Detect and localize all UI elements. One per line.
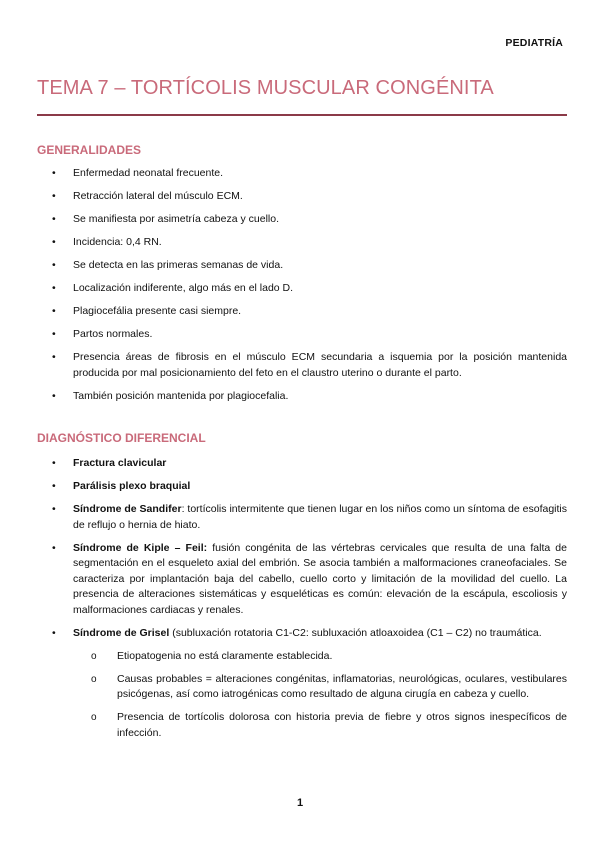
list-item: • Síndrome de Grisel (subluxación rotatoria C1-C2: subluxación atloaxoidea (C1 – C2) no traumática. o Etiopatogenia no está claramente establecida. o Causas probables = alteraciones congénitas, inflamatorias, neurológicas, oculares, vestibulares psicógenas, así como iatrogénicas como resultado de alguna cirugía en cabeza y cuello. o Presencia de tortícolis dolorosa con historia previa de fiebre y otros signos inespecíficos de infección. xyxy=(37,626,567,742)
list-item: • Síndrome de Kiple – Feil: fusión congénita de las vértebras cervicales que resulta de una falta de segmentación en el esqueleto axial del embrión. Se asocia también a malformaciones craneofaciales. Se caracteriza por implantación baja del cabello, cuello corto y limitación de la movilidad del cuello. La presencia de alteraciones sistemáticas y esqueléticas es común: elevación de la escápula, escoliosis y malformaciones cardiacas y renales. xyxy=(52,541,567,616)
bullet-icon: • xyxy=(52,236,56,248)
list-item: • Enfermedad neonatal frecuente. xyxy=(37,166,567,182)
title-divider xyxy=(37,114,567,116)
circle-bullet-icon: o xyxy=(91,650,97,662)
list-item: • Partos normales. xyxy=(37,327,567,343)
bullet-icon: • xyxy=(52,213,56,225)
bullet-icon: • xyxy=(52,259,56,271)
bullet-icon: • xyxy=(52,389,56,402)
list-item: o Causas probables = alteraciones congénitas, inflamatorias, neurológicas, oculares, vestibulares psicógenas, así como iatrogénicas como resultado de alguna cirugía en cabeza y cuello. xyxy=(91,672,567,700)
bullet-icon: • xyxy=(52,503,56,515)
bullet-icon: • xyxy=(52,626,56,639)
list-item: • Fractura clavicular xyxy=(37,456,567,472)
circle-bullet-icon: o xyxy=(91,712,97,723)
bullet-icon: • xyxy=(52,282,56,294)
list-item: • Incidencia: 0,4 RN. xyxy=(37,235,567,251)
circle-bullet-icon: o xyxy=(91,673,97,685)
bullet-icon: • xyxy=(52,351,56,363)
section-heading-diagnostico: DIAGNÓSTICO DIFERENCIAL xyxy=(37,431,206,445)
header-label: PEDIATRÍA xyxy=(505,37,563,49)
list-item: • Síndrome de Sandifer: tortícolis intermitente que tienen lugar en los niños como un síntoma de esofagitis de reflujo o hernia de hiato. xyxy=(52,503,567,531)
bullet-icon: • xyxy=(52,167,56,179)
diagnostico-list xyxy=(37,456,567,741)
section-heading-generalidades: GENERALIDADES xyxy=(37,143,142,157)
bullet-icon: • xyxy=(52,541,56,554)
bullet-icon: • xyxy=(52,305,56,317)
bullet-icon: • xyxy=(52,480,56,492)
list-item: • Parálisis plexo braquial xyxy=(37,479,567,495)
list-item: • También posición mantenida por plagiocefalia. xyxy=(37,389,567,405)
list-item: • Se detecta en las primeras semanas de vida. xyxy=(37,258,567,274)
grisel-sublist xyxy=(73,649,567,742)
list-item: • Plagiocefália presente casi siempre. xyxy=(37,304,567,320)
list-item: • Presencia áreas de fibrosis en el músculo ECM secundaria a isquemia por la posición mantenida producida por mal posicionamiento del feto en el claustro uterino o durante el parto. xyxy=(52,351,567,379)
list-item: o Etiopatogenia no está claramente establecida. xyxy=(73,649,567,665)
list-item: • Se manifiesta por asimetría cabeza y cuello. xyxy=(37,212,567,228)
page-number: 1 xyxy=(296,797,304,809)
list-item: • Retracción lateral del músculo ECM. xyxy=(37,189,567,205)
bullet-icon: • xyxy=(52,190,56,202)
generalidades-list xyxy=(37,166,567,404)
bullet-icon: • xyxy=(52,328,56,340)
list-item: o Presencia de tortícolis dolorosa con historia previa de fiebre y otros signos inespecíficos de infección. xyxy=(91,711,567,739)
bullet-icon: • xyxy=(52,457,56,469)
page-title: TEMA 7 – TORTÍCOLIS MUSCULAR CONGÉNITA xyxy=(37,77,494,99)
list-item: • Localización indiferente, algo más en el lado D. xyxy=(37,281,567,297)
